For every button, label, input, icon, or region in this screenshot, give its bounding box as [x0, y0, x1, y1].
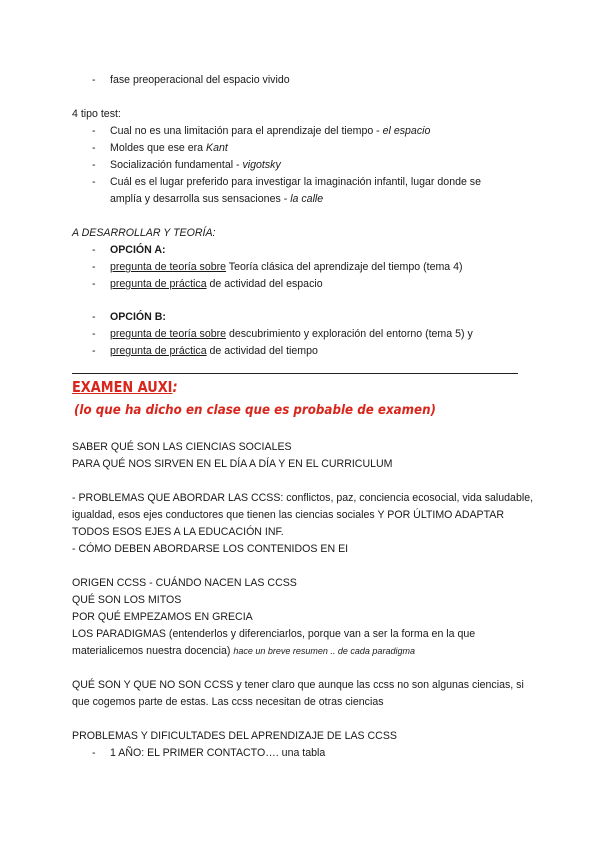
body-line: que cogemos parte de estas. Las ccss necesitan de otras ciencias — [72, 696, 384, 708]
bullet-dash: - — [92, 74, 96, 86]
body-line: QUÉ SON Y QUE NO SON CCSS y tener claro que aunque las ccss no son algunas ciencias, si — [72, 679, 524, 691]
test-question-4-line2 — [110, 193, 323, 206]
test-question-1 — [110, 125, 430, 138]
question-text: Cual no es una limitación para el aprendizaje del tiempo - — [110, 125, 383, 137]
option-a-heading: OPCIÓN A: — [110, 244, 166, 256]
underlined-label: pregunta de práctica — [110, 278, 207, 290]
item-text: de actividad del tiempo — [206, 345, 318, 357]
question-text: amplía y desarrolla sus sensaciones - — [110, 193, 291, 205]
item-text: Teoría clásica del aprendizaje del tiempo (tema 4) — [226, 261, 463, 273]
underlined-label: pregunta de teoría sobre — [110, 261, 227, 273]
bullet-dash: - — [92, 747, 96, 759]
option-b-item-1 — [110, 328, 473, 341]
question-answer: Kant — [206, 142, 228, 154]
body-note: hace un breve resumen .. de cada paradigma — [233, 646, 415, 656]
body-line — [72, 645, 415, 658]
option-a-item-2 — [110, 278, 323, 291]
bullet-dash: - — [92, 159, 96, 171]
body-line: PARA QUÉ NOS SIRVEN EN EL DÍA A DÍA Y EN EL CURRICULUM — [72, 458, 393, 470]
body-line: - PROBLEMAS QUE ABORDAR LAS CCSS: conflictos, paz, conciencia ecosocial, vida saludable, — [72, 492, 534, 504]
test-question-3 — [110, 159, 281, 172]
bullet-dash: - — [92, 125, 96, 137]
option-b-item-2 — [110, 345, 318, 358]
body-line: LOS PARADIGMAS (entenderlos y diferenciarlos, porque van a ser la forma en la que — [72, 628, 476, 640]
body-text: materialicemos nuestra docencia) — [72, 645, 234, 657]
list-item: fase preoperacional del espacio vivido — [110, 74, 290, 86]
body-line: PROBLEMAS Y DIFICULTADES DEL APRENDIZAJE DE LAS CCSS — [72, 730, 397, 742]
test-question-2 — [110, 142, 228, 155]
exam-title-text: EXAMEN AUXI — [72, 378, 173, 396]
item-text: descubrimiento y exploración del entorno (tema 5) y — [226, 328, 473, 340]
exam-subtitle: (lo que ha dicho en clase que es probable de examen) — [74, 402, 436, 418]
question-answer: la calle — [290, 193, 324, 205]
horizontal-rule — [72, 373, 518, 374]
test-heading: 4 tipo test: — [72, 108, 121, 120]
question-answer: vigotsky — [242, 159, 281, 171]
bullet-dash: - — [92, 142, 96, 154]
question-text: Socialización fundamental - — [110, 159, 243, 171]
body-line: - CÓMO DEBEN ABORDARSE LOS CONTENIDOS EN EI — [72, 543, 349, 555]
question-answer: el espacio — [382, 125, 431, 137]
bullet-dash: - — [92, 176, 96, 188]
underlined-label: pregunta de teoría sobre — [110, 328, 227, 340]
exam-title — [72, 378, 178, 396]
exam-title-colon: : — [172, 378, 178, 396]
bullet-dash: - — [92, 261, 96, 273]
bullet-dash: - — [92, 345, 96, 357]
underlined-label: pregunta de práctica — [110, 345, 207, 357]
body-line: SABER QUÉ SON LAS CIENCIAS SOCIALES — [72, 441, 292, 453]
section-heading-desarrollar: A DESARROLLAR Y TEORÍA: — [72, 227, 216, 239]
body-line: igualdad, esos ejes conductores que tienen las ciencias sociales Y POR ÚLTIMO ADAPTAR — [72, 509, 505, 521]
question-text: Moldes que ese era — [110, 142, 206, 154]
bullet-dash: - — [92, 311, 96, 323]
body-line: TODOS ESOS EJES A LA EDUCACIÓN INF. — [72, 526, 284, 538]
bullet-dash: - — [92, 278, 96, 290]
bullet-dash: - — [92, 244, 96, 256]
body-line: QUÉ SON LOS MITOS — [72, 594, 182, 606]
option-a-item-1 — [110, 261, 463, 274]
bullet-dash: - — [92, 328, 96, 340]
test-question-4-line1: Cuál es el lugar preferido para investigar la imaginación infantil, lugar donde se — [110, 176, 481, 188]
option-b-heading: OPCIÓN B: — [110, 311, 166, 323]
body-line: 1 AÑO: EL PRIMER CONTACTO…. una tabla — [110, 747, 326, 759]
body-line: ORIGEN CCSS - CUÁNDO NACEN LAS CCSS — [72, 577, 297, 589]
item-text: de actividad del espacio — [206, 278, 323, 290]
body-line: POR QUÉ EMPEZAMOS EN GRECIA — [72, 611, 253, 623]
